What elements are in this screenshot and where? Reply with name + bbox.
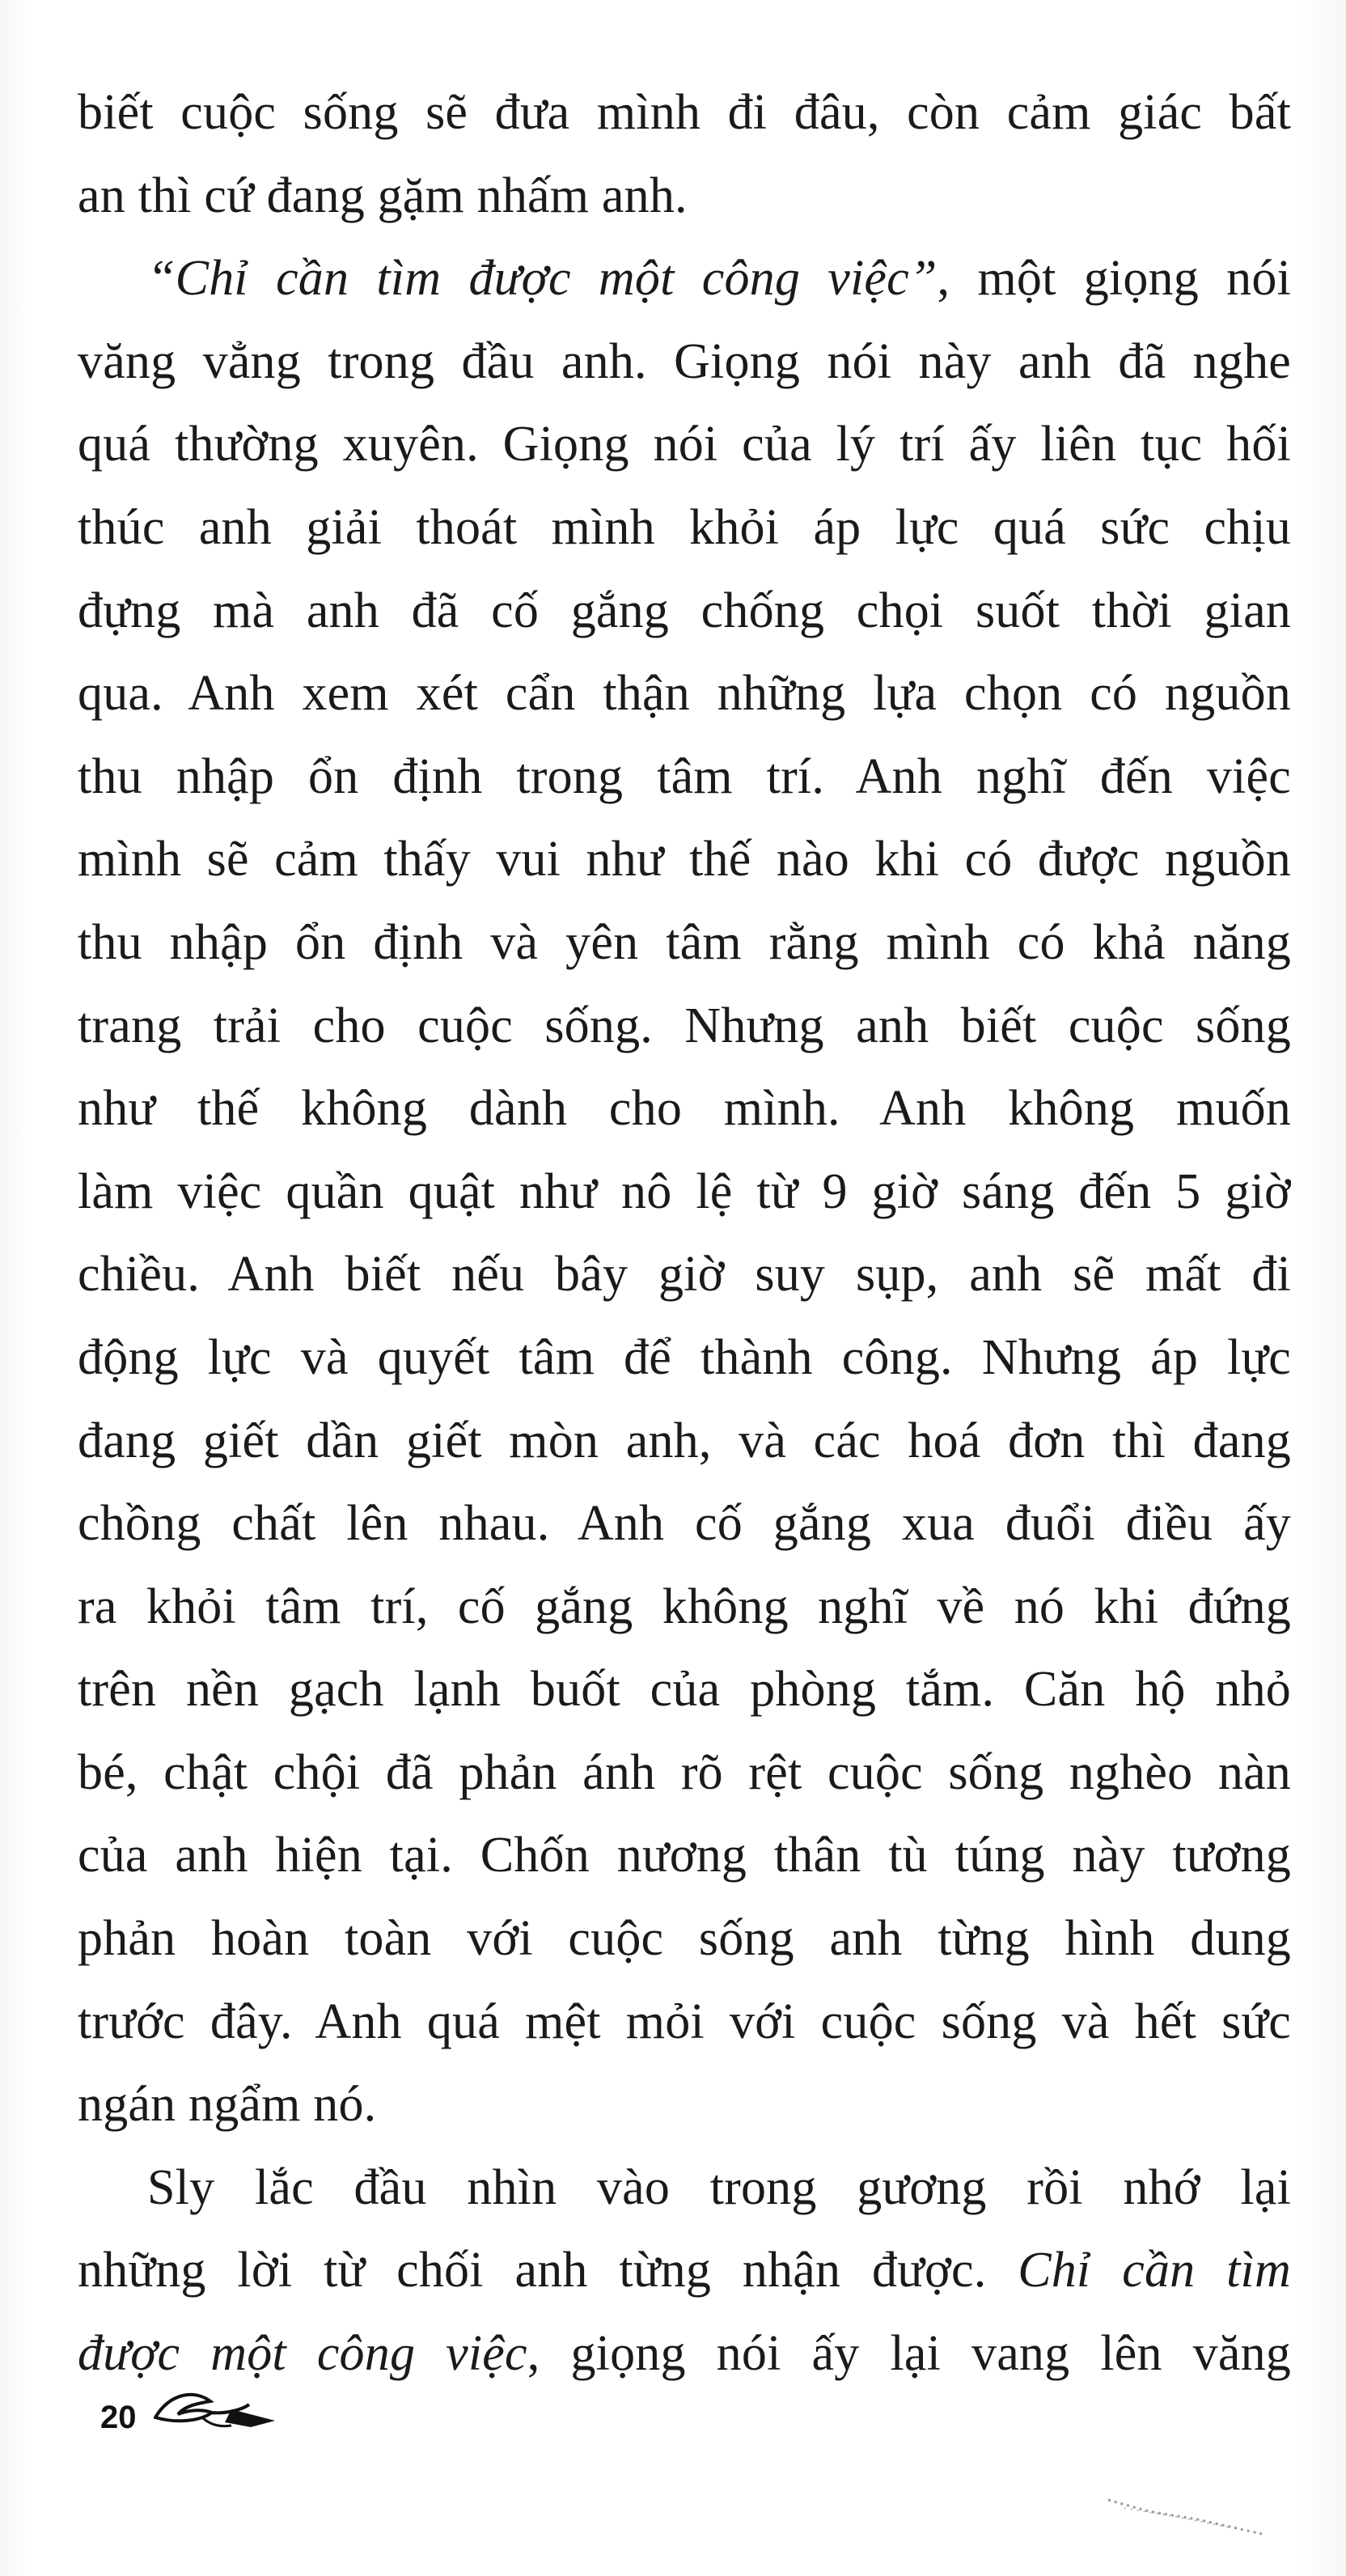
text-line: Sly lắc đầu nhìn vào trong gương rồi nhớ lại (147, 2159, 1291, 2215)
text-line: trước đây. Anh quá mệt mỏi với cuộc sống và hết sức (78, 1993, 1291, 2049)
text-line (78, 2229, 1291, 2312)
text-line: biết cuộc sống sẽ đưa mình đi đâu, còn cảm giác bất (78, 85, 1291, 140)
text-line: chồng chất lên nhau. Anh cố gắng xua đuổi điều ấy (78, 1496, 1291, 1552)
text-line: phản hoàn toàn với cuộc sống anh từng hình dung (78, 1911, 1291, 1967)
text-line: ngán ngẩm nó. (78, 2077, 377, 2133)
text-line: trang trải cho cuộc sống. Nhưng anh biết cuộc sống (78, 998, 1291, 1053)
page-number: 20 (100, 2400, 137, 2435)
text-fragment: , giọng nói ấy lại vang lên văng (527, 2326, 1291, 2382)
feather-pen-icon (154, 2385, 283, 2442)
text-line: bé, chật chội đã phản ánh rõ rệt cuộc sống nghèo nàn (78, 1744, 1291, 1800)
text-line: an thì cứ đang gặm nhấm anh. (78, 167, 688, 223)
text-line: của anh hiện tại. Chốn nương thân tù túng này tương (78, 1828, 1291, 1883)
body-text (78, 71, 1291, 2396)
italic-quote: được một công việc (78, 2326, 527, 2382)
text-line: thu nhập ổn định và yên tâm rằng mình có khả năng (78, 914, 1291, 970)
text-line: trên nền gạch lạnh buốt của phòng tắm. Căn hộ nhỏ (78, 1662, 1291, 1718)
text-line: thu nhập ổn định trong tâm trí. Anh nghĩ đến việc (78, 748, 1291, 804)
text-line: ra khỏi tâm trí, cố gắng không nghĩ về nó khi đứng (78, 1578, 1291, 1634)
text-line: đựng mà anh đã cố gắng chống chọi suốt thời gian (78, 583, 1291, 638)
italic-quote: Chỉ cần tìm (1018, 2243, 1291, 2298)
text-line: thúc anh giải thoát mình khỏi áp lực quá sức chịu (78, 499, 1291, 555)
text-line: văng vẳng trong đầu anh. Giọng nói này anh đã nghe (78, 333, 1291, 389)
text-line: chiều. Anh biết nếu bây giờ suy sụp, anh sẽ mất đi (78, 1247, 1291, 1303)
text-line (78, 2312, 1291, 2396)
paper-speckle (1100, 2492, 1278, 2540)
text-line: động lực và quyết tâm để thành công. Nhưng áp lực (78, 1329, 1291, 1385)
text-fragment: , một giọng nói (937, 251, 1291, 307)
italic-quote: “Chỉ cần tìm được một công việc” (147, 251, 938, 307)
text-line: làm việc quần quật như nô lệ từ 9 giờ sáng đến 5 giờ (78, 1163, 1291, 1219)
text-line: như thế không dành cho mình. Anh không muốn (78, 1081, 1291, 1137)
text-fragment: những lời từ chối anh từng nhận được. (78, 2243, 1018, 2298)
text-line (78, 237, 1291, 320)
text-line: đang giết dần giết mòn anh, và các hoá đơn thì đang (78, 1413, 1291, 1468)
text-line: quá thường xuyên. Giọng nói của lý trí ấy liên tục hối (78, 417, 1291, 472)
text-line: qua. Anh xem xét cẩn thận những lựa chọn có nguồn (78, 666, 1291, 722)
text-line: mình sẽ cảm thấy vui như thế nào khi có được nguồn (78, 832, 1291, 888)
